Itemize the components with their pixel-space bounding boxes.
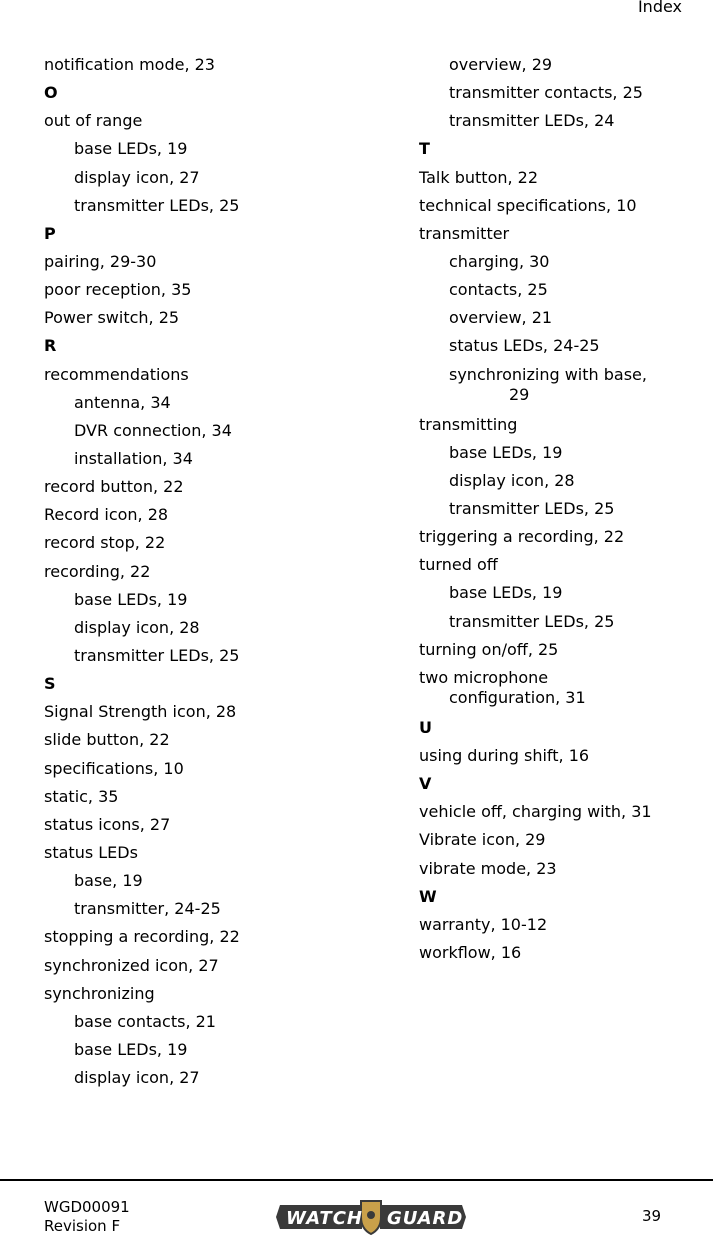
index-entry (419, 165, 709, 193)
index-subentry (419, 108, 709, 136)
index-entry-text: turned off (419, 555, 498, 575)
index-subentry (44, 587, 374, 615)
index-entry-text: display icon, 28 (449, 470, 575, 490)
index-entry-text: triggering a recording, 22 (419, 527, 625, 547)
index-entry-text: antenna, 34 (74, 392, 171, 412)
index-entry-text: recommendations (44, 364, 189, 384)
index-entry-text: Talk button, 22 (419, 167, 539, 187)
index-entry-text: vehicle off, charging with, 31 (419, 802, 652, 822)
index-entry-text: workflow, 16 (419, 942, 522, 962)
index-entry (419, 912, 709, 940)
index-entry-continuation: 29 (509, 384, 530, 404)
index-entry-text: transmitter, 24-25 (74, 899, 221, 919)
index-entry-text: Power switch, 25 (44, 308, 180, 328)
index-entry (44, 502, 374, 530)
index-column-right (419, 52, 709, 968)
index-entry-text: P (44, 223, 56, 243)
index-subentry (419, 362, 709, 412)
index-entry-text: R (44, 336, 57, 356)
index-entry-text: W (419, 886, 437, 906)
index-subentry (44, 1065, 374, 1093)
index-subentry (419, 609, 709, 637)
index-entry-text: Record icon, 28 (44, 505, 169, 525)
index-entry-text: V (419, 774, 432, 794)
index-entry-text: display icon, 27 (74, 1068, 200, 1088)
index-entry-text: charging, 30 (449, 251, 550, 271)
index-subentry (419, 333, 709, 361)
logo-text-guard: GUARD (387, 1208, 464, 1229)
index-entry-text: recording, 22 (44, 561, 151, 581)
index-entry-text: transmitter LEDs, 24 (449, 111, 615, 131)
shield-emblem (367, 1211, 375, 1219)
index-entry (419, 665, 709, 715)
index-subentry (44, 418, 374, 446)
index-letter-heading (44, 221, 374, 249)
index-entry-text: warranty, 10-12 (419, 914, 548, 934)
index-entry (419, 412, 709, 440)
index-entry-text: display icon, 28 (74, 617, 200, 637)
index-entry (419, 637, 709, 665)
watchguard-logo (276, 1199, 466, 1235)
index-subentry (419, 80, 709, 108)
index-entry (44, 840, 374, 868)
index-entry-text: overview, 21 (449, 308, 553, 328)
index-entry (44, 812, 374, 840)
page-section-title: Index (637, 0, 682, 16)
index-entry-text: static, 35 (44, 786, 119, 806)
index-entry-text: DVR connection, 34 (74, 420, 232, 440)
index-entry-text: base LEDs, 19 (74, 589, 188, 609)
index-entry (44, 953, 374, 981)
index-entry (44, 108, 374, 136)
index-entry-text: installation, 34 (74, 448, 193, 468)
index-entry-text: transmitter LEDs, 25 (449, 498, 615, 518)
index-entry-text: using during shift, 16 (419, 745, 590, 765)
index-entry (44, 249, 374, 277)
page-number: 39 (642, 1207, 662, 1225)
index-entry-text: overview, 29 (449, 55, 553, 74)
index-subentry (44, 193, 374, 221)
index-entry (419, 940, 709, 968)
index-entry (44, 305, 374, 333)
index-entry-text: base, 19 (74, 871, 143, 891)
index-entry (44, 474, 374, 502)
index-entry-text: status LEDs, 24-25 (449, 336, 600, 356)
index-entry-text: transmitter LEDs, 25 (74, 195, 240, 215)
index-entry (419, 856, 709, 884)
index-subentry (44, 643, 374, 671)
index-entry-text: O (44, 83, 58, 103)
index-letter-heading (419, 771, 709, 799)
index-letter-heading (44, 80, 374, 108)
index-entry (419, 827, 709, 855)
index-entry-text: record button, 22 (44, 477, 184, 497)
footer-doc-id: WGD00091 (44, 1198, 130, 1216)
index-subentry (419, 249, 709, 277)
index-subentry (419, 440, 709, 468)
index-entry-text: synchronizing with base, (449, 364, 647, 384)
index-entry (419, 221, 709, 249)
index-entry-text: stopping a recording, 22 (44, 927, 240, 947)
index-entry (44, 362, 374, 390)
index-entry-text: base LEDs, 19 (449, 442, 563, 462)
index-entry-text: synchronizing (44, 983, 155, 1003)
index-letter-heading (44, 671, 374, 699)
index-entry-text: two microphone (419, 667, 549, 687)
index-entry (44, 699, 374, 727)
index-entry (419, 193, 709, 221)
index-entry (419, 799, 709, 827)
index-entry-text: base LEDs, 19 (74, 1039, 188, 1059)
index-entry-text: specifications, 10 (44, 758, 184, 778)
index-entry-text: turning on/off, 25 (419, 639, 559, 659)
index-letter-heading (419, 715, 709, 743)
index-entry (44, 530, 374, 558)
index-entry-text: contacts, 25 (449, 280, 548, 300)
index-subentry (44, 165, 374, 193)
index-subentry (44, 896, 374, 924)
index-entry-text: transmitter contacts, 25 (449, 83, 643, 103)
index-entry-text: technical specifications, 10 (419, 195, 637, 215)
footer-divider (0, 1179, 713, 1181)
index-letter-heading (44, 333, 374, 361)
index-entry (44, 559, 374, 587)
index-entry (44, 981, 374, 1009)
index-entry (419, 552, 709, 580)
index-subentry (419, 580, 709, 608)
index-entry-text: base LEDs, 19 (449, 583, 563, 603)
index-entry-text: transmitter LEDs, 25 (449, 611, 615, 631)
index-subentry (419, 468, 709, 496)
index-entry-text: base contacts, 21 (74, 1011, 216, 1031)
index-entry-text: Vibrate icon, 29 (419, 830, 546, 850)
index-entry-continuation: configuration, 31 (449, 687, 586, 707)
index-subentry (44, 1009, 374, 1037)
index-entry-text: synchronized icon, 27 (44, 955, 219, 975)
index-entry-text: U (419, 717, 432, 737)
index-entry-text: record stop, 22 (44, 533, 166, 553)
index-entry-text: slide button, 22 (44, 730, 170, 750)
index-entry-text: display icon, 27 (74, 167, 200, 187)
index-entry-text: T (419, 139, 430, 159)
index-entry (44, 52, 374, 80)
footer-revision: Revision F (44, 1217, 121, 1235)
index-subentry (44, 446, 374, 474)
index-entry (419, 524, 709, 552)
index-subentry (44, 615, 374, 643)
index-subentry (419, 52, 709, 80)
index-entry-text: status icons, 27 (44, 814, 171, 834)
index-entry (44, 756, 374, 784)
index-entry-text: pairing, 29-30 (44, 251, 157, 271)
index-entry (44, 277, 374, 305)
footer-doc-info (44, 1198, 130, 1236)
index-entry-text: notification mode, 23 (44, 55, 215, 74)
index-entry-text: Signal Strength icon, 28 (44, 702, 237, 722)
index-subentry (44, 136, 374, 164)
index-subentry (419, 305, 709, 333)
index-entry (44, 784, 374, 812)
index-letter-heading (419, 136, 709, 164)
index-entry-text: S (44, 674, 56, 694)
index-entry-text: poor reception, 35 (44, 280, 192, 300)
index-subentry (44, 1037, 374, 1065)
logo-text-watch: WATCH (286, 1208, 363, 1229)
index-entry-text: transmitting (419, 414, 518, 434)
index-subentry (44, 390, 374, 418)
index-subentry (419, 277, 709, 305)
index-entry-text: transmitter (419, 223, 510, 243)
index-subentry (44, 868, 374, 896)
index-column-left (44, 52, 374, 1093)
index-entry-text: vibrate mode, 23 (419, 858, 557, 878)
index-entry (44, 924, 374, 952)
index-entry-text: transmitter LEDs, 25 (74, 645, 240, 665)
index-entry (419, 743, 709, 771)
index-letter-heading (419, 884, 709, 912)
index-entry-text: status LEDs (44, 842, 138, 862)
index-entry-text: out of range (44, 111, 143, 131)
index-entry-text: base LEDs, 19 (74, 139, 188, 159)
index-subentry (419, 496, 709, 524)
index-entry (44, 727, 374, 755)
